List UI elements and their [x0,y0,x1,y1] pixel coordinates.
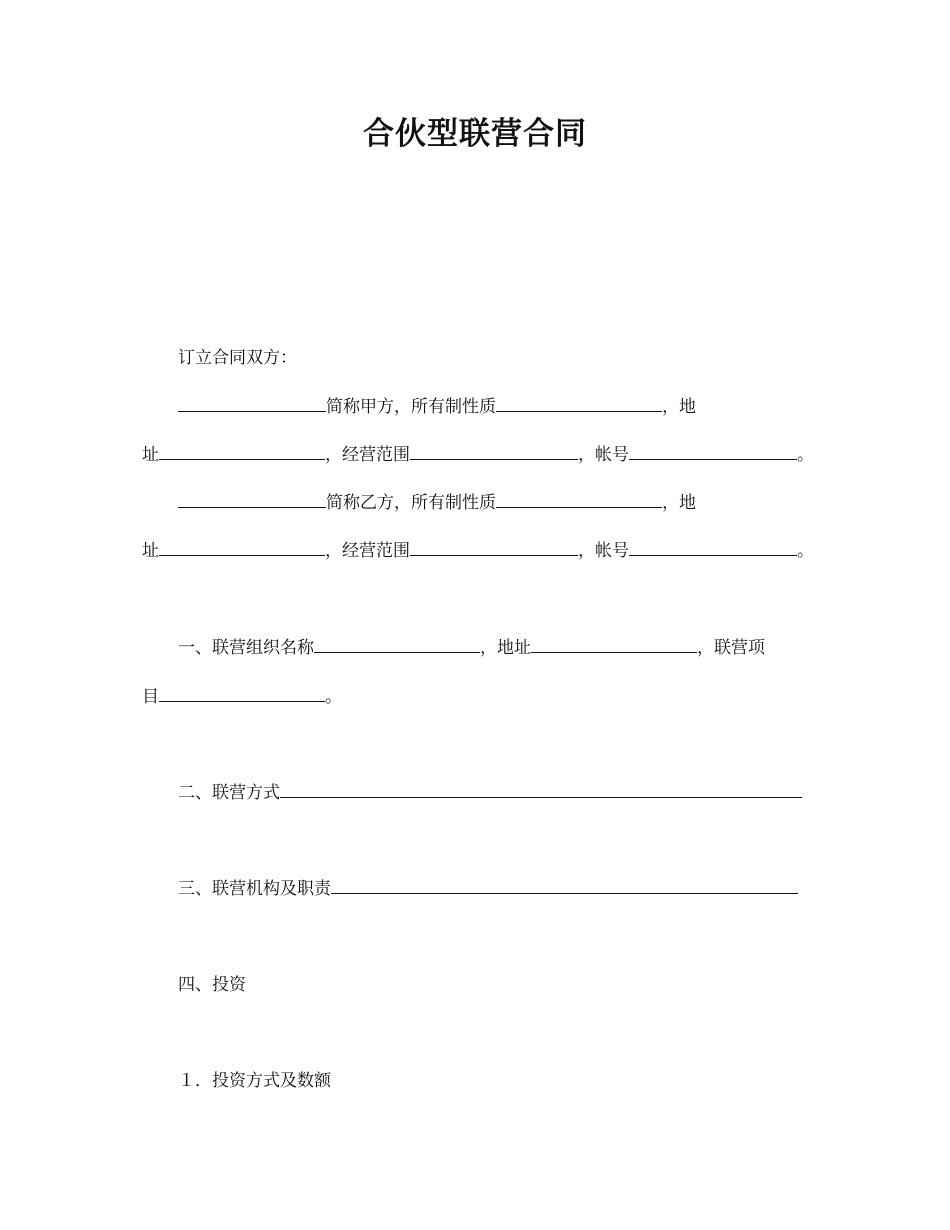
document-title: 合伙型联营合同 [363,116,587,152]
section-1-address-blank[interactable] [531,635,697,653]
party-b-line-1 [178,490,696,514]
section-1-org-name-label: 一、联营组织名称 [178,638,314,658]
party-a-address-suffix: 址 [142,445,159,465]
party-b-account-label: ，帐号 [578,541,629,561]
section-3-line [178,876,798,900]
parties-intro-text: 订立合同双方： [178,348,297,368]
party-a-scope-blank[interactable] [410,442,578,460]
section-1-project-label: ，联营项 [697,638,765,658]
party-b-account-blank[interactable] [629,538,797,556]
party-a-line-2 [142,442,814,466]
party-a-line-1 [178,394,696,418]
party-a-account-blank[interactable] [629,442,797,460]
section-4-line [178,973,246,997]
section-2-label: 二、联营方式 [178,783,280,803]
section-1-project-suffix: 目 [142,687,159,707]
section-1-line-2 [142,684,342,708]
section-1-end-punct: 。 [325,687,342,707]
party-a-address-blank[interactable] [159,442,325,460]
section-2-blank[interactable] [280,780,802,798]
party-b-end-punct: 。 [797,541,814,561]
section-1-line-1 [178,635,765,659]
party-a-end-punct: 。 [797,445,814,465]
section-3-label: 三、联营机构及职责 [178,879,331,899]
party-b-address-label: ，地 [662,493,696,513]
party-a-address-label: ，地 [662,397,696,417]
party-b-scope-label: ，经营范围 [325,541,410,561]
parties-intro [178,346,297,370]
party-b-address-blank[interactable] [159,538,325,556]
section-2-line [178,780,802,804]
section-1-project-blank[interactable] [159,684,325,702]
party-b-address-suffix: 址 [142,541,159,561]
section-4-label: 四、投资 [178,975,246,995]
party-a-name-blank[interactable] [178,394,326,412]
section-1-org-name-blank[interactable] [314,635,480,653]
item-1-label: １．投资方式及数额 [178,1071,331,1091]
party-b-line-2 [142,538,814,562]
party-a-abbr-label: 简称甲方，所有制性质 [326,397,496,417]
party-a-scope-label: ，经营范围 [325,445,410,465]
item-1-line [178,1069,331,1093]
party-b-scope-blank[interactable] [410,538,578,556]
party-a-ownership-blank[interactable] [496,394,662,412]
party-b-name-blank[interactable] [178,490,326,508]
section-3-blank[interactable] [331,876,798,894]
party-b-ownership-blank[interactable] [496,490,662,508]
section-1-address-label: ，地址 [480,638,531,658]
party-a-account-label: ，帐号 [578,445,629,465]
party-b-abbr-label: 简称乙方，所有制性质 [326,493,496,513]
